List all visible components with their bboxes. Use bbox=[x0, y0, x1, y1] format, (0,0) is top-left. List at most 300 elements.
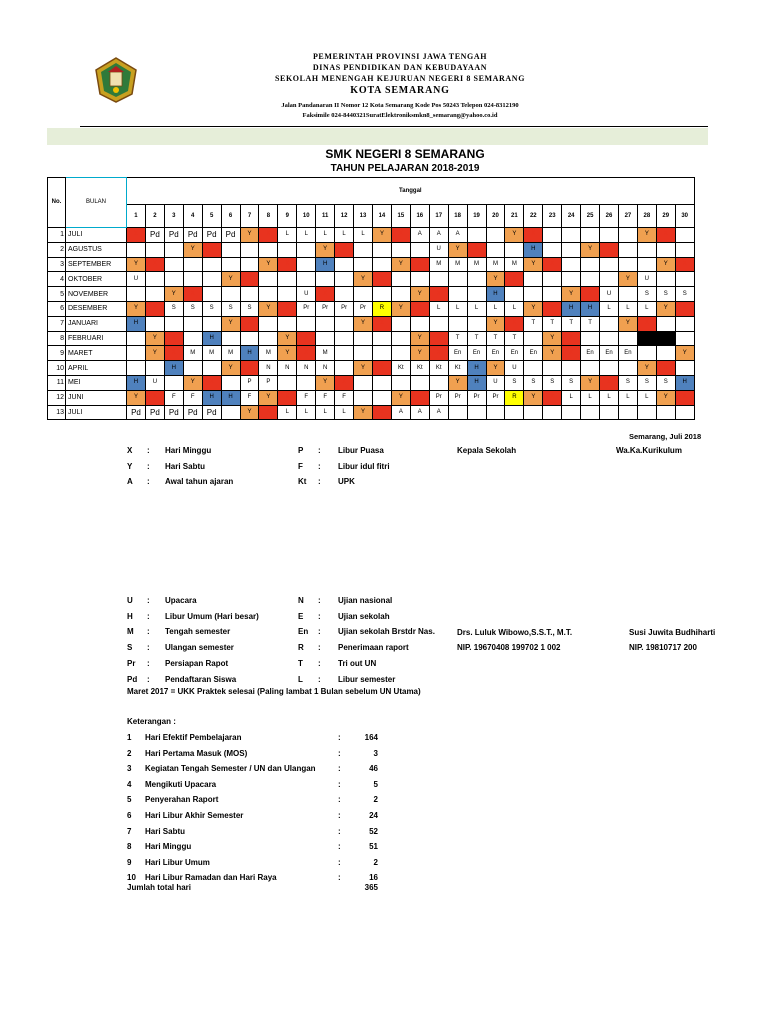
day-cell: Y bbox=[656, 301, 675, 316]
legend-label: Libur Puasa bbox=[338, 446, 384, 455]
day-cell bbox=[581, 361, 600, 376]
day-cell bbox=[581, 272, 600, 287]
day-cell: U bbox=[297, 287, 316, 302]
legend-code: A bbox=[127, 477, 133, 487]
day-cell: L bbox=[600, 390, 619, 405]
day-cell: X bbox=[656, 228, 675, 243]
legend-code: H bbox=[127, 611, 133, 621]
day-cell: X bbox=[562, 346, 581, 361]
day-number: 27 bbox=[618, 205, 637, 228]
day-cell bbox=[221, 331, 240, 346]
day-cell: X bbox=[297, 346, 316, 361]
day-cell: Pd bbox=[127, 405, 146, 420]
day-number: 9 bbox=[278, 205, 297, 228]
day-cell: H bbox=[675, 375, 694, 390]
month-name: JULI bbox=[66, 228, 127, 243]
day-cell: A bbox=[429, 405, 448, 420]
day-cell: Y bbox=[240, 228, 259, 243]
month-number: 5 bbox=[48, 287, 66, 302]
legend-code: R bbox=[298, 643, 304, 653]
day-cell: M bbox=[221, 346, 240, 361]
day-cell: Y bbox=[372, 228, 391, 243]
day-number: 10 bbox=[297, 205, 316, 228]
day-cell: L bbox=[448, 301, 467, 316]
month-number: 13 bbox=[48, 405, 66, 420]
month-name: JANUARI bbox=[66, 316, 127, 331]
day-cell bbox=[145, 361, 164, 376]
legend-colon: : bbox=[147, 643, 150, 653]
day-cell bbox=[524, 405, 543, 420]
day-cell bbox=[127, 287, 146, 302]
day-cell: A bbox=[410, 405, 429, 420]
signature-left-title: Kepala Sekolah bbox=[457, 446, 517, 455]
day-cell bbox=[297, 242, 316, 257]
day-cell: Y bbox=[259, 257, 278, 272]
day-cell bbox=[202, 272, 221, 287]
keterangan-colon: : bbox=[338, 795, 341, 805]
day-cell: L bbox=[562, 390, 581, 405]
day-cell bbox=[278, 375, 297, 390]
day-cell: Pr bbox=[429, 390, 448, 405]
day-cell: Pr bbox=[448, 390, 467, 405]
month-name: NOVEMBER bbox=[66, 287, 127, 302]
day-cell: Y bbox=[618, 316, 637, 331]
day-cell: Y bbox=[486, 316, 505, 331]
day-cell bbox=[656, 346, 675, 361]
day-number: 15 bbox=[391, 205, 410, 228]
day-cell bbox=[505, 242, 524, 257]
legend-label: Libur idul fitri bbox=[338, 461, 390, 471]
day-cell bbox=[372, 331, 391, 346]
day-cell bbox=[600, 272, 619, 287]
legend-label: Libur Umum (Hari besar) bbox=[165, 611, 259, 621]
day-cell bbox=[637, 257, 656, 272]
day-cell: S bbox=[164, 301, 183, 316]
keterangan-number: 7 bbox=[127, 826, 132, 836]
letterhead-line3: SEKOLAH MENENGAH KEJURUAN NEGERI 8 SEMARANG bbox=[274, 74, 526, 83]
day-cell: H bbox=[221, 390, 240, 405]
day-cell bbox=[391, 346, 410, 361]
day-cell: Kt bbox=[448, 361, 467, 376]
day-cell bbox=[562, 242, 581, 257]
keterangan-label: Hari Efektif Pembelajaran bbox=[145, 733, 242, 742]
month-name: FEBRUARI bbox=[66, 331, 127, 346]
day-cell: X bbox=[202, 375, 221, 390]
month-row bbox=[48, 375, 695, 390]
day-cell bbox=[618, 287, 637, 302]
day-cell: X bbox=[372, 272, 391, 287]
day-cell bbox=[600, 361, 619, 376]
day-cell bbox=[524, 287, 543, 302]
legend-code: M bbox=[127, 627, 134, 637]
day-number: 3 bbox=[164, 205, 183, 228]
day-cell bbox=[637, 346, 656, 361]
day-cell bbox=[543, 242, 562, 257]
day-cell: X bbox=[145, 301, 164, 316]
day-cell: S bbox=[221, 301, 240, 316]
day-cell: X bbox=[467, 242, 486, 257]
day-cell: L bbox=[429, 301, 448, 316]
academic-calendar-table bbox=[47, 177, 695, 420]
day-cell: L bbox=[618, 301, 637, 316]
day-cell: U bbox=[486, 375, 505, 390]
day-cell: Y bbox=[221, 361, 240, 376]
day-cell bbox=[448, 272, 467, 287]
day-cell: T bbox=[448, 331, 467, 346]
keterangan-label: Hari Sabtu bbox=[145, 826, 186, 836]
day-cell bbox=[316, 331, 335, 346]
day-number: 21 bbox=[505, 205, 524, 228]
day-cell: X bbox=[202, 242, 221, 257]
day-cell: Y bbox=[278, 331, 297, 346]
day-cell bbox=[335, 346, 354, 361]
day-cell: H bbox=[562, 301, 581, 316]
day-cell: S bbox=[637, 375, 656, 390]
day-cell: Y bbox=[183, 242, 202, 257]
day-cell bbox=[524, 361, 543, 376]
day-cell: H bbox=[467, 375, 486, 390]
day-cell bbox=[486, 242, 505, 257]
day-cell: H bbox=[240, 346, 259, 361]
day-cell: M bbox=[486, 257, 505, 272]
signature-right-nip: NIP. 19810717 200 bbox=[629, 643, 697, 652]
day-cell: X bbox=[278, 390, 297, 405]
day-number: 7 bbox=[240, 205, 259, 228]
note: Maret 2017 = UKK Praktek selesai (Paling lambat 1 Bulan sebelum UN Utama) bbox=[127, 687, 421, 696]
day-cell: Y bbox=[524, 257, 543, 272]
day-cell: L bbox=[505, 301, 524, 316]
day-cell: M bbox=[448, 257, 467, 272]
day-cell bbox=[372, 242, 391, 257]
day-cell bbox=[448, 316, 467, 331]
keterangan-label: Hari Minggu bbox=[145, 842, 192, 852]
day-cell: M bbox=[316, 346, 335, 361]
legend-colon: : bbox=[147, 446, 150, 455]
day-cell bbox=[543, 405, 562, 420]
keterangan-value: 164 bbox=[364, 733, 378, 742]
day-cell bbox=[278, 242, 297, 257]
day-cell: Y bbox=[145, 346, 164, 361]
day-cell: L bbox=[316, 405, 335, 420]
day-cell: Y bbox=[486, 361, 505, 376]
day-cell bbox=[335, 316, 354, 331]
day-cell bbox=[164, 375, 183, 390]
day-cell bbox=[543, 287, 562, 302]
day-cell bbox=[429, 272, 448, 287]
month-row bbox=[48, 272, 695, 287]
day-cell: Y bbox=[656, 257, 675, 272]
day-cell: En bbox=[600, 346, 619, 361]
day-cell bbox=[467, 228, 486, 243]
day-cell bbox=[524, 331, 543, 346]
day-cell bbox=[316, 316, 335, 331]
day-cell: Y bbox=[354, 316, 373, 331]
day-cell bbox=[335, 287, 354, 302]
day-cell bbox=[240, 331, 259, 346]
legend-colon: : bbox=[147, 674, 150, 684]
day-cell: En bbox=[467, 346, 486, 361]
day-cell: Y bbox=[278, 346, 297, 361]
legend-colon: : bbox=[318, 461, 321, 471]
day-cell: M bbox=[429, 257, 448, 272]
day-cell: L bbox=[354, 228, 373, 243]
day-cell bbox=[467, 316, 486, 331]
day-cell bbox=[675, 361, 694, 376]
day-cell bbox=[618, 361, 637, 376]
day-cell bbox=[278, 316, 297, 331]
day-cell bbox=[391, 316, 410, 331]
letterhead-address: Jalan Pandanaran II Nomor 12 Kota Semarang Kode Pos 50243 Telepon 024-8312190 bbox=[281, 102, 519, 109]
day-cell bbox=[354, 390, 373, 405]
keterangan-colon: : bbox=[338, 779, 341, 789]
day-cell bbox=[354, 287, 373, 302]
day-cell: H bbox=[316, 257, 335, 272]
day-cell: N bbox=[316, 361, 335, 376]
day-cell: X bbox=[240, 361, 259, 376]
day-cell: L bbox=[335, 405, 354, 420]
keterangan-number: 6 bbox=[127, 811, 132, 820]
signature-left-name: Drs. Luluk Wibowo,S.S.T., M.T. bbox=[457, 628, 573, 637]
day-cell: X bbox=[127, 228, 146, 243]
day-cell bbox=[505, 405, 524, 420]
day-cell: Y bbox=[562, 287, 581, 302]
day-cell bbox=[581, 331, 600, 346]
legend-code: Y bbox=[127, 461, 133, 471]
day-cell: X bbox=[637, 316, 656, 331]
day-cell: Pd bbox=[202, 405, 221, 420]
day-cell bbox=[391, 331, 410, 346]
day-cell: T bbox=[543, 316, 562, 331]
day-cell bbox=[391, 242, 410, 257]
day-cell: R bbox=[505, 390, 524, 405]
day-cell bbox=[145, 316, 164, 331]
day-cell bbox=[164, 316, 183, 331]
day-cell: L bbox=[297, 228, 316, 243]
day-cell: L bbox=[335, 228, 354, 243]
day-cell: F bbox=[335, 390, 354, 405]
month-name: MARET bbox=[66, 346, 127, 361]
legend-label: Pendaftaran Siswa bbox=[165, 674, 237, 684]
keterangan-colon: : bbox=[338, 748, 341, 758]
day-cell: Kt bbox=[391, 361, 410, 376]
keterangan-label: Hari Libur Ramadan dan Hari Raya bbox=[145, 873, 277, 883]
keterangan-number: 9 bbox=[127, 857, 132, 867]
day-cell: Y bbox=[259, 390, 278, 405]
day-number: 16 bbox=[410, 205, 429, 228]
signature-right-name: Susi Juwita Budhiharti bbox=[629, 628, 716, 637]
day-cell: Y bbox=[543, 346, 562, 361]
day-cell: Y bbox=[618, 272, 637, 287]
legend-colon: : bbox=[147, 627, 150, 637]
day-cell bbox=[278, 287, 297, 302]
day-cell: Y bbox=[410, 287, 429, 302]
day-cell bbox=[562, 272, 581, 287]
day-cell bbox=[675, 316, 694, 331]
keterangan-value: 3 bbox=[373, 748, 378, 758]
day-cell bbox=[410, 375, 429, 390]
day-cell: S bbox=[562, 375, 581, 390]
day-cell: X bbox=[335, 375, 354, 390]
keterangan-value: 24 bbox=[369, 811, 378, 820]
keterangan-value: 2 bbox=[373, 857, 378, 867]
month-number: 11 bbox=[48, 375, 66, 390]
day-cell bbox=[562, 257, 581, 272]
day-cell: L bbox=[581, 390, 600, 405]
day-cell: L bbox=[637, 301, 656, 316]
day-cell: Y bbox=[145, 331, 164, 346]
day-cell: X bbox=[675, 301, 694, 316]
day-cell: L bbox=[467, 301, 486, 316]
day-cell bbox=[600, 228, 619, 243]
day-cell bbox=[259, 242, 278, 257]
day-cell: X bbox=[164, 331, 183, 346]
day-cell: Y bbox=[354, 361, 373, 376]
legend-label: Upacara bbox=[165, 596, 197, 605]
day-cell: M bbox=[505, 257, 524, 272]
day-number: 4 bbox=[183, 205, 202, 228]
keterangan-value: 52 bbox=[369, 826, 378, 836]
day-cell: Y bbox=[524, 301, 543, 316]
day-cell bbox=[656, 316, 675, 331]
day-cell: Pr bbox=[486, 390, 505, 405]
day-cell: X bbox=[335, 242, 354, 257]
keterangan-number: 2 bbox=[127, 748, 132, 758]
legend-label: Hari Sabtu bbox=[165, 461, 206, 471]
day-number: 12 bbox=[335, 205, 354, 228]
day-cell: Y bbox=[637, 228, 656, 243]
day-number: 2 bbox=[145, 205, 164, 228]
day-cell: T bbox=[581, 316, 600, 331]
day-cell bbox=[429, 375, 448, 390]
keterangan-number: 8 bbox=[127, 842, 132, 852]
day-cell: X bbox=[505, 316, 524, 331]
keterangan-colon: : bbox=[338, 811, 341, 820]
day-cell: L bbox=[278, 405, 297, 420]
day-cell: N bbox=[297, 361, 316, 376]
keterangan-colon: : bbox=[338, 764, 341, 774]
legend-label: Libur semester bbox=[338, 674, 396, 684]
day-cell bbox=[429, 316, 448, 331]
day-cell: A bbox=[391, 405, 410, 420]
legend-code: S bbox=[127, 643, 133, 653]
legend-label: Awal tahun ajaran bbox=[165, 477, 234, 487]
day-cell bbox=[335, 361, 354, 376]
month-number: 6 bbox=[48, 301, 66, 316]
keterangan-value: 2 bbox=[373, 795, 378, 805]
day-cell bbox=[618, 405, 637, 420]
day-cell bbox=[656, 331, 675, 346]
month-row bbox=[48, 331, 695, 346]
day-cell bbox=[467, 272, 486, 287]
day-cell bbox=[656, 272, 675, 287]
legend-code: N bbox=[298, 596, 304, 605]
day-cell: En bbox=[448, 346, 467, 361]
day-cell bbox=[240, 257, 259, 272]
keterangan-colon: : bbox=[338, 842, 341, 852]
day-cell bbox=[127, 346, 146, 361]
day-cell: X bbox=[183, 287, 202, 302]
day-cell bbox=[675, 405, 694, 420]
day-cell: L bbox=[618, 390, 637, 405]
day-cell bbox=[524, 272, 543, 287]
day-cell: Pd bbox=[145, 228, 164, 243]
day-cell: T bbox=[524, 316, 543, 331]
day-cell: Y bbox=[410, 346, 429, 361]
day-cell bbox=[581, 257, 600, 272]
day-cell: Y bbox=[675, 346, 694, 361]
day-cell: S bbox=[675, 287, 694, 302]
day-cell: En bbox=[618, 346, 637, 361]
day-cell: H bbox=[467, 361, 486, 376]
day-cell bbox=[562, 228, 581, 243]
day-cell: Pr bbox=[335, 301, 354, 316]
keterangan-colon: : bbox=[338, 733, 341, 742]
keterangan-number: 5 bbox=[127, 795, 132, 805]
day-cell: X bbox=[543, 390, 562, 405]
day-cell: Kt bbox=[429, 361, 448, 376]
day-cell bbox=[562, 361, 581, 376]
month-number: 10 bbox=[48, 361, 66, 376]
legend-label: Ulangan semester bbox=[165, 643, 234, 653]
month-name: SEPTEMBER bbox=[66, 257, 127, 272]
day-cell: X bbox=[372, 405, 391, 420]
column-header-tanggal: Tanggal bbox=[127, 178, 695, 205]
day-cell: X bbox=[429, 331, 448, 346]
day-cell: A bbox=[410, 228, 429, 243]
day-cell bbox=[335, 331, 354, 346]
legend-code: Kt bbox=[298, 477, 307, 487]
day-cell: X bbox=[372, 316, 391, 331]
day-cell bbox=[656, 405, 675, 420]
keterangan-value: 51 bbox=[369, 842, 378, 852]
keterangan-colon: : bbox=[338, 826, 341, 836]
day-cell: S bbox=[656, 375, 675, 390]
legend-colon: : bbox=[147, 477, 150, 487]
day-cell: U bbox=[637, 272, 656, 287]
day-cell bbox=[410, 316, 429, 331]
day-cell: M bbox=[183, 346, 202, 361]
day-cell: N bbox=[278, 361, 297, 376]
day-cell: Y bbox=[410, 331, 429, 346]
day-cell: X bbox=[145, 257, 164, 272]
day-cell: En bbox=[581, 346, 600, 361]
day-cell bbox=[259, 316, 278, 331]
day-cell: X bbox=[524, 228, 543, 243]
day-number: 1 bbox=[127, 205, 146, 228]
day-cell: Y bbox=[316, 375, 335, 390]
day-cell bbox=[145, 272, 164, 287]
day-cell: L bbox=[637, 390, 656, 405]
legend-label: Penerimaan raport bbox=[338, 643, 409, 653]
day-cell: Pd bbox=[221, 228, 240, 243]
day-cell: Pd bbox=[145, 405, 164, 420]
legend-colon: : bbox=[318, 658, 321, 668]
month-number: 12 bbox=[48, 390, 66, 405]
day-cell: P bbox=[240, 375, 259, 390]
day-cell bbox=[278, 272, 297, 287]
day-cell bbox=[600, 405, 619, 420]
day-number: 17 bbox=[429, 205, 448, 228]
page-title: SMK NEGERI 8 SEMARANG bbox=[325, 147, 485, 161]
day-cell bbox=[164, 242, 183, 257]
day-cell: H bbox=[486, 287, 505, 302]
day-cell bbox=[410, 242, 429, 257]
legend-code: F bbox=[298, 461, 303, 471]
day-cell bbox=[505, 287, 524, 302]
day-cell: X bbox=[429, 287, 448, 302]
day-cell: P bbox=[259, 375, 278, 390]
day-cell bbox=[410, 272, 429, 287]
